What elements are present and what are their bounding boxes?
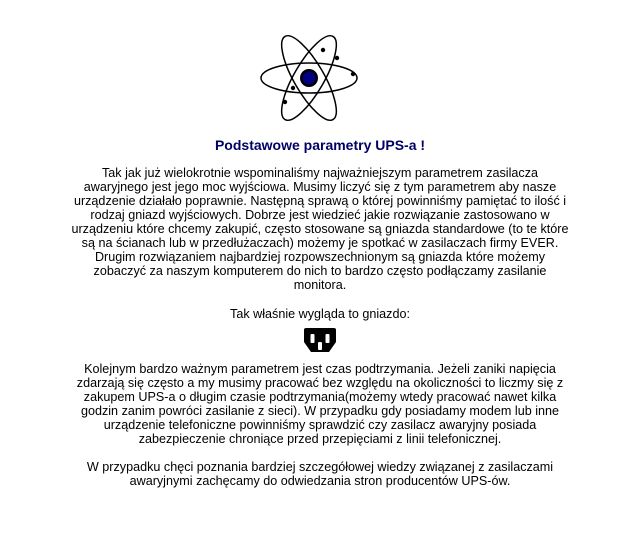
paragraph-more-info: W przypadku chęci poznania bardziej szczegółowej wiedzy związanej z zasilaczami awaryjnymi zachęcamy do odwiedzania stron producentów UPS-ów. bbox=[86, 460, 554, 488]
page-title: Podstawowe parametry UPS-a ! bbox=[214, 137, 426, 153]
iec-power-socket-icon bbox=[302, 326, 338, 354]
paragraph-socket-caption: Tak właśnie wygląda to gniazdo: bbox=[230, 307, 410, 321]
paragraph-backup-time: Kolejnym bardzo ważnym parametrem jest czas podtrzymania. Jeżeli zaniki napięcia zdarzają się często a my musimy pracować bez względu na okoliczności to liczmy się z zakupem UPS-a o długim czasie podtrzymania(możemy wtedy pracować nawet kilka godzin zanim powróci zasilanie z sieci). W przypadku gdy posiadamy modem lub inne urządzenie telefoniczne powinniśmy sprawdzić czy zasilacz awaryjny posiada zabezpieczenie chroniące przed przepięciami z linii telefonicznej. bbox=[76, 362, 564, 446]
atom-logo-icon bbox=[257, 30, 361, 126]
paragraph-power-output: Tak jak już wielokrotnie wspominaliśmy najważniejszym parametrem zasilacza awaryjnego jest jego moc wyjściowa. Musimy liczyć się z tym parametrem aby nasze urządzenie działało poprawnie. Następną sprawą o której powinniśmy pamiętać to ilość i rodzaj gniazd wyjściowych. Dobrze jest wiedzieć jakie rozwiązanie zastosowano w urządzeniu które chcemy zakupić, często stosowane są gniazda standardowe (to te które są na ścianach lub w przedłużaczach) możemy je spotkać w zasilaczach firmy EVER. Drugim rozwiązaniem najbardziej rozpowszechnionym są gniazda które możemy zobaczyć za naszym komputerem do nich to bardzo często podłączamy zasilanie monitora. bbox=[71, 166, 569, 292]
